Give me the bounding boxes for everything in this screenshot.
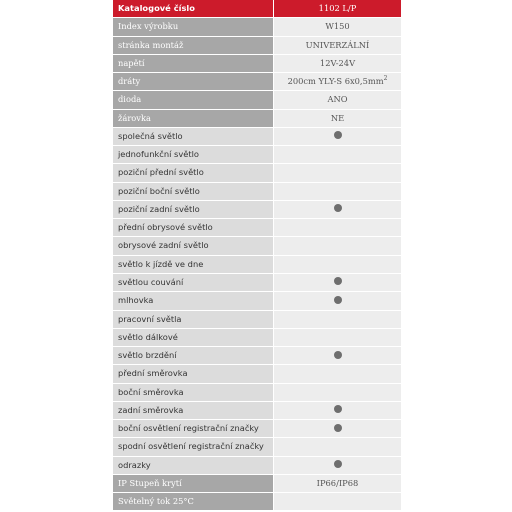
filled-circle-icon [334, 424, 342, 432]
spec-row [113, 37, 401, 55]
spec-label: napětí [118, 57, 145, 68]
function-row [113, 219, 401, 237]
footer-row [113, 475, 401, 493]
function-label: zadní směrovka [113, 402, 273, 419]
header-label: Katalogové číslo [118, 3, 195, 13]
spec-label: dioda [118, 94, 142, 105]
function-marker-cell [273, 237, 401, 254]
filled-circle-icon [334, 131, 342, 139]
function-label: světlou couvání [113, 274, 273, 291]
function-row [113, 420, 401, 438]
function-marker-cell [273, 420, 401, 437]
footer-value: IP66/IP68 [273, 475, 401, 492]
function-marker-cell [273, 201, 401, 218]
function-label: společná světlo [113, 128, 273, 145]
function-row [113, 128, 401, 146]
function-label: mlhovka [113, 292, 273, 309]
function-row [113, 146, 401, 164]
filled-circle-icon [334, 277, 342, 285]
spec-row [113, 91, 401, 109]
function-row [113, 311, 401, 329]
function-label: pracovní světla [113, 311, 273, 328]
function-marker-cell [273, 164, 401, 181]
spec-row [113, 55, 401, 73]
function-marker-cell [273, 146, 401, 163]
function-marker-cell [273, 311, 401, 328]
header-value: 1102 L/P [273, 0, 401, 17]
function-marker-cell [273, 128, 401, 145]
function-label: obrysové zadní světlo [113, 237, 273, 254]
spec-label: dráty [118, 76, 141, 87]
function-row [113, 237, 401, 255]
function-row [113, 457, 401, 475]
spec-label: stránka montáž [118, 39, 184, 50]
table-header-row [113, 0, 401, 18]
filled-circle-icon [334, 351, 342, 359]
footer-row [113, 493, 401, 511]
spec-label: Index výrobku [118, 21, 179, 32]
function-marker-cell [273, 457, 401, 474]
function-row [113, 274, 401, 292]
function-marker-cell [273, 292, 401, 309]
spec-value: NE [273, 110, 401, 127]
function-row [113, 256, 401, 274]
function-label: odrazky [113, 457, 273, 474]
function-row [113, 183, 401, 201]
function-row [113, 164, 401, 182]
footer-label: IP Stupeň krytí [118, 477, 182, 488]
function-row [113, 292, 401, 310]
function-row [113, 438, 401, 456]
function-marker-cell [273, 402, 401, 419]
footer-label: Světelný tok 25°C [118, 496, 194, 507]
spec-row [113, 73, 401, 91]
spec-value [273, 73, 401, 90]
product-spec-table [113, 0, 401, 511]
filled-circle-icon [334, 204, 342, 212]
function-label: jednofunkční světlo [113, 146, 273, 163]
function-marker-cell [273, 438, 401, 455]
function-label: přední obrysové světlo [113, 219, 273, 236]
filled-circle-icon [334, 296, 342, 304]
spec-value: 12V-24V [273, 55, 401, 72]
filled-circle-icon [334, 460, 342, 468]
spec-value: ANO [273, 91, 401, 108]
function-marker-cell [273, 384, 401, 401]
function-label: světlo brzdění [113, 347, 273, 364]
function-label: spodní osvětlení registrační značky [113, 438, 273, 455]
spec-row [113, 110, 401, 128]
spec-value: W150 [273, 18, 401, 35]
filled-circle-icon [334, 405, 342, 413]
wire-spec-text: 200cm YLY-S 6x0,5mm [287, 76, 384, 87]
function-label: světlo dálkové [113, 329, 273, 346]
function-marker-cell [273, 256, 401, 273]
function-row [113, 347, 401, 365]
function-marker-cell [273, 183, 401, 200]
function-label: poziční přední světlo [113, 164, 273, 181]
function-marker-cell [273, 347, 401, 364]
function-row [113, 201, 401, 219]
function-marker-cell [273, 274, 401, 291]
function-row [113, 365, 401, 383]
function-label: světlo k jízdě ve dne [113, 256, 273, 273]
function-marker-cell [273, 329, 401, 346]
function-label: boční osvětlení registrační značky [113, 420, 273, 437]
function-row [113, 402, 401, 420]
function-marker-cell [273, 219, 401, 236]
spec-value: UNIVERZÁLNÍ [273, 37, 401, 54]
function-label: přední směrovka [113, 365, 273, 382]
function-row [113, 329, 401, 347]
wire-spec-superscript: 2 [383, 75, 388, 83]
function-row [113, 384, 401, 402]
spec-row [113, 18, 401, 36]
spec-label: žárovka [118, 112, 151, 123]
function-rows [113, 128, 401, 475]
function-label: poziční zadní světlo [113, 201, 273, 218]
footer-value [273, 493, 401, 510]
function-label: poziční boční světlo [113, 183, 273, 200]
function-label: boční směrovka [113, 384, 273, 401]
function-marker-cell [273, 365, 401, 382]
